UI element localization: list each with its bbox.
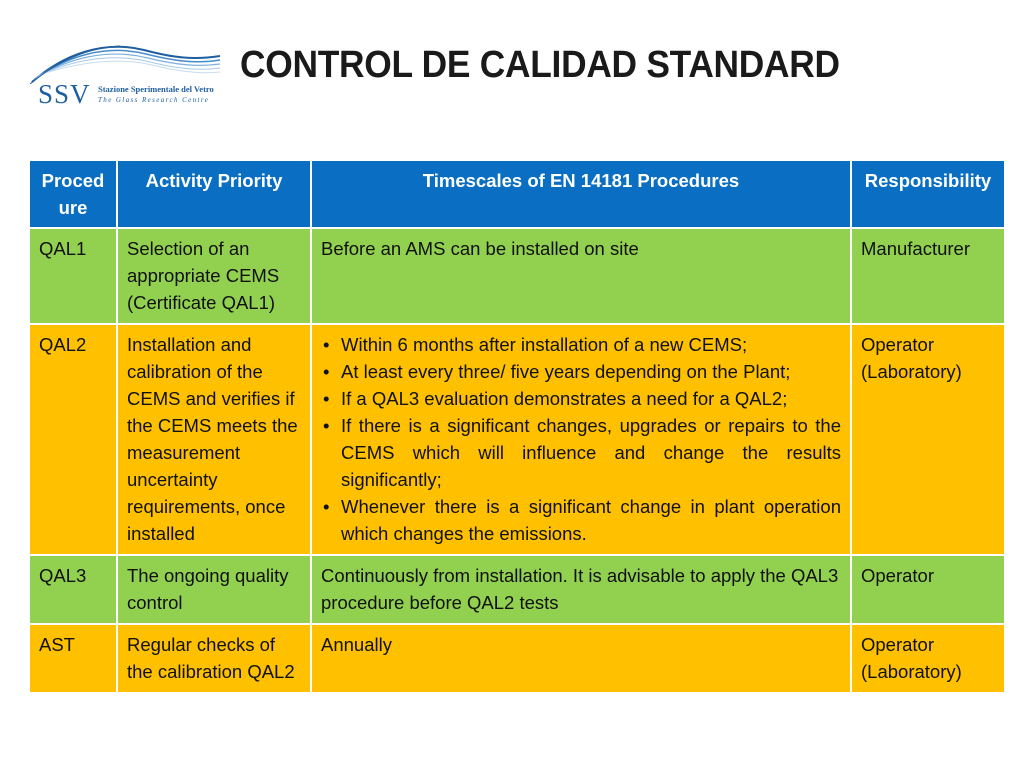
cell-procedure: QAL2 xyxy=(29,324,117,555)
cell-activity: Installation and calibration of the CEMS and verifies if the CEMS meets the measurement uncertainty requirements, once installed xyxy=(117,324,311,555)
list-item: • Whenever there is a significant change in plant operation which changes the emissions. xyxy=(321,493,841,547)
qal-procedures-table xyxy=(28,159,1006,694)
header-activity-priority: Activity Priority xyxy=(117,160,311,228)
header-responsibility: Responsibility xyxy=(851,160,1005,228)
cell-activity: Selection of an appropriate CEMS (Certificate QAL1) xyxy=(117,228,311,324)
header-timescales: Timescales of EN 14181 Procedures xyxy=(311,160,851,228)
cell-timescale: Continuously from installation. It is advisable to apply the QAL3 procedure before QAL2 tests xyxy=(311,555,851,624)
cell-activity: The ongoing quality control xyxy=(117,555,311,624)
table-header-row xyxy=(29,160,1005,228)
cell-responsibility: Operator xyxy=(851,555,1005,624)
list-item: • At least every three/ five years depending on the Plant; xyxy=(321,358,841,385)
cell-timescale: Before an AMS can be installed on site xyxy=(311,228,851,324)
page-title: CONTROL DE CALIDAD STANDARD xyxy=(240,44,840,86)
list-item: • Within 6 months after installation of a new CEMS; xyxy=(321,331,841,358)
cell-responsibility: Operator (Laboratory) xyxy=(851,324,1005,555)
header-procedure: Proced ure xyxy=(29,160,117,228)
logo-mark: SSV xyxy=(38,79,91,109)
list-item: • If there is a significant changes, upgrades or repairs to the CEMS which will influence and change the results significantly; xyxy=(321,412,841,493)
table-row xyxy=(29,228,1005,324)
cell-responsibility: Operator (Laboratory) xyxy=(851,624,1005,693)
logo-tagline: The Glass Research Centre xyxy=(98,96,210,104)
logo-name: Stazione Sperimentale del Vetro xyxy=(98,84,214,94)
cell-procedure: AST xyxy=(29,624,117,693)
timescale-bullet-list xyxy=(321,331,841,547)
table-row xyxy=(29,324,1005,555)
cell-timescale xyxy=(311,324,851,555)
list-item: • If a QAL3 evaluation demonstrates a need for a QAL2; xyxy=(321,385,841,412)
table-row xyxy=(29,624,1005,693)
cell-responsibility: Manufacturer xyxy=(851,228,1005,324)
ssv-logo xyxy=(24,34,224,116)
cell-procedure: QAL1 xyxy=(29,228,117,324)
cell-timescale: Annually xyxy=(311,624,851,693)
table-row xyxy=(29,555,1005,624)
cell-procedure: QAL3 xyxy=(29,555,117,624)
cell-activity: Regular checks of the calibration QAL2 xyxy=(117,624,311,693)
